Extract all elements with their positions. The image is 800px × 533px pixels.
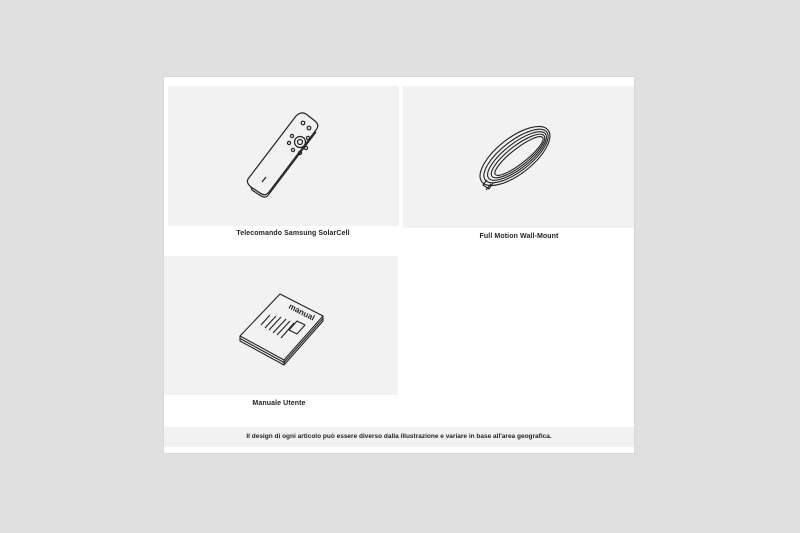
tile-remote: [168, 86, 399, 226]
tile-cable: [403, 86, 634, 228]
manual-cover-text: manual: [287, 301, 317, 323]
tile-manual: [164, 256, 398, 395]
footer-note: Il design di ogni articolo può essere diverso dalla illustrazione e variare in base all'area geografica.: [246, 433, 552, 440]
remote-control-icon: [168, 86, 399, 226]
caption-remote: Telecomando Samsung SolarCell: [236, 230, 350, 237]
caption-manual: Manuale Utente: [252, 400, 306, 407]
footer-note-bar: [164, 427, 634, 447]
accessories-sheet: [164, 77, 634, 453]
manual-booklet-icon: [164, 256, 398, 395]
caption-wall-mount: Full Motion Wall-Mount: [479, 233, 559, 240]
cable-coil-icon: [403, 86, 634, 228]
